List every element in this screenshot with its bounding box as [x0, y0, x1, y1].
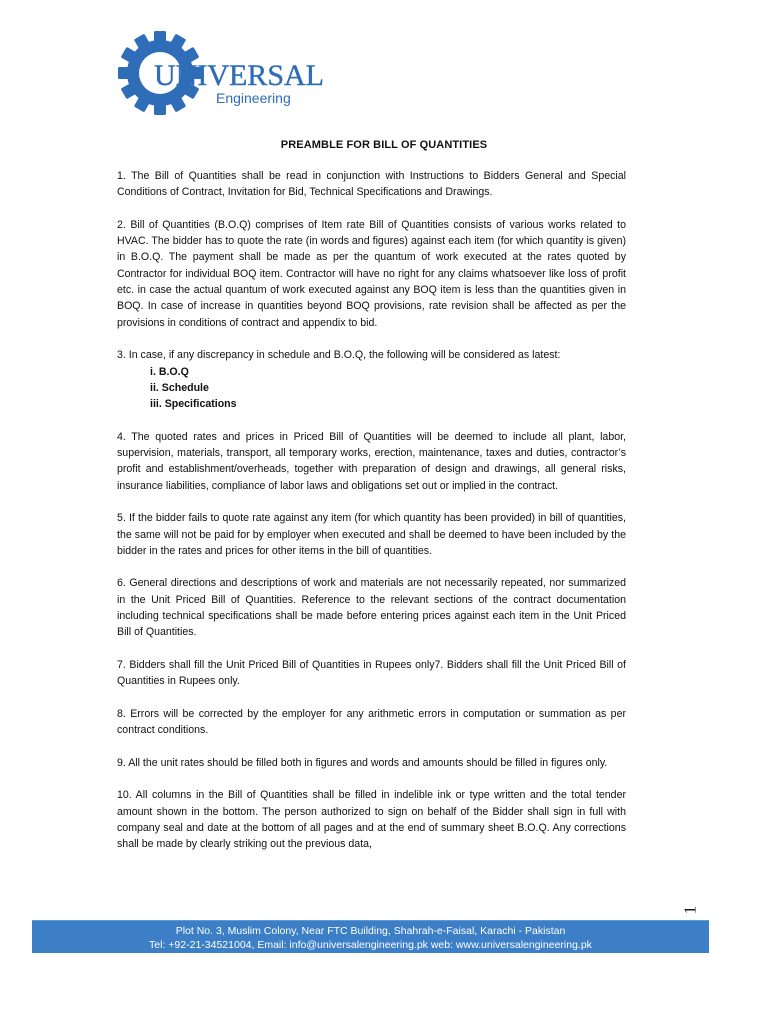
- paragraph-4: 4. The quoted rates and prices in Priced Bill of Quantities will be deemed to include all plant, labor, supervision, materials, transport, all temporary works, erection, maintenance, taxes and duties, contractor’s profit and establishment/overheads, together with preparation of design and drawings, all general risks, insurance liabilities, compliance of labor laws and obligations set out or implied in the contract.: [117, 430, 626, 492]
- page-number: 1: [680, 905, 700, 915]
- paragraph-10: 10. All columns in the Bill of Quantities shall be filled in indelible ink or type written and the total tender amount shown in the bottom. The person authorized to sign on behalf of the Bidder shall sign in full with company seal and date at the bottom of all pages and at the end of summary sheet B.O.Q. Any corrections shall be made by clearly striking out the previous data,: [117, 789, 626, 851]
- list-item: iii. Specifications: [150, 398, 237, 411]
- footer-contact: Tel: +92-21-34521004, Email: info@universalengineering.pk web: www.universalengineering.pk: [149, 939, 592, 951]
- paragraph-2: 2. Bill of Quantities (B.O.Q) comprises of Item rate Bill of Quantities consists of various works related to HVAC. The bidder has to quote the rate (in words and figures) against each item (for which quantity is given) in B.O.Q. The payment shall be made as per the quantum of work executed at the rates quoted by Contractor for individual BOQ item. Contractor will have no right for any claims whatsoever like loss of profit etc. in case the actual quantum of work executed against any BOQ item is less than the quantities given in BOQ. In case of increase in quantities beyond BOQ provisions, rate revision shall be affected as per the provisions in conditions of contract and appendix to bid.: [117, 218, 626, 329]
- paragraph-8: 8. Errors will be corrected by the employer for any arithmetic errors in computation or summation as per contract conditions.: [117, 707, 626, 737]
- page-title: PREAMBLE FOR BILL OF QUANTITIES: [280, 139, 488, 151]
- paragraph-6: 6. General directions and descriptions of work and materials are not necessarily repeated, nor summarized in the Unit Priced Bill of Quantities. Reference to the relevant sections of the contract documentation including technical specifications shall be made before entering prices against each item in the Unit Priced Bill of Quantities.: [117, 577, 626, 639]
- gear-logo-icon: [118, 30, 328, 116]
- footer-band: [32, 920, 709, 953]
- logo-tagline-text: Engineering: [216, 90, 291, 106]
- logo-brand-text: UNIVERSAL: [154, 59, 324, 92]
- paragraph-1: 1. The Bill of Quantities shall be read in conjunction with Instructions to Bidders General and Special Conditions of Contract, Invitation for Bid, Technical Specifications and Drawings.: [117, 170, 626, 199]
- document-body: [117, 168, 626, 852]
- paragraph-9: 9. All the unit rates should be filled both in figures and words and amounts should be filled in figures only.: [117, 756, 608, 769]
- list-item: ii. Schedule: [150, 381, 209, 394]
- footer-address: Plot No. 3, Muslim Colony, Near FTC Building, Shahrah-e-Faisal, Karachi - Pakistan: [175, 925, 566, 937]
- latest-order-list: [117, 364, 626, 413]
- paragraph-5: 5. If the bidder fails to quote rate against any item (for which quantity has been provided) in bill of quantities, the same will not be paid for by employer when executed and shall be deemed to have been included by the bidder in the rates and prices for other items in the bill of quantities.: [117, 512, 626, 557]
- paragraph-7: 7. Bidders shall fill the Unit Priced Bill of Quantities in Rupees only7. Bidders shall fill the Unit Priced Bill of Quantities in Rupees only.: [117, 658, 626, 688]
- paragraph-3: 3. In case, if any discrepancy in schedule and B.O.Q, the following will be considered as latest:: [117, 349, 561, 362]
- list-item: i. B.O.Q: [150, 365, 189, 378]
- company-logo: [118, 30, 328, 116]
